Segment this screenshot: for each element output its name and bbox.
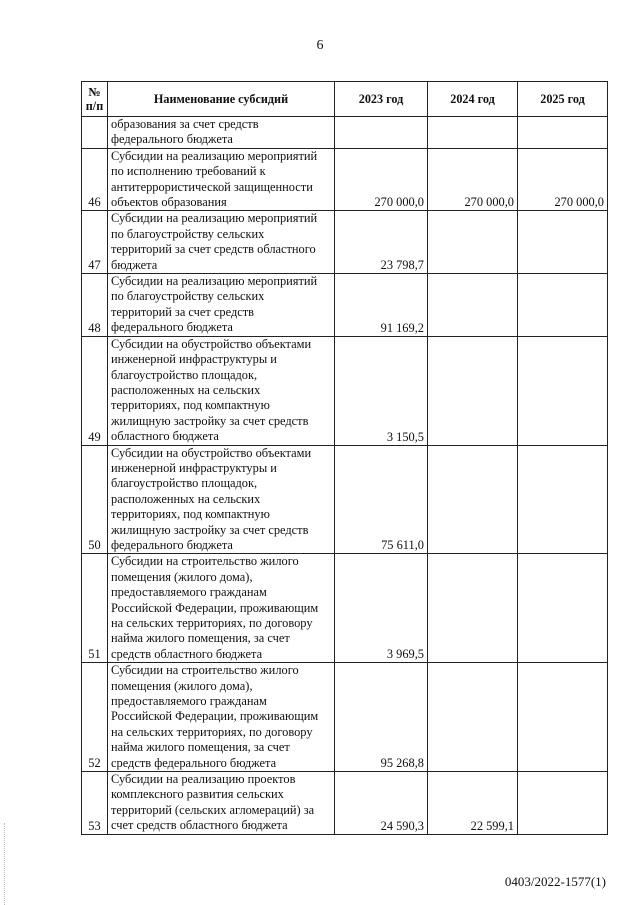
value-2025 — [518, 663, 608, 772]
table-row — [82, 274, 608, 337]
value-2025: 270 000,0 — [518, 148, 608, 211]
subsidies-table — [81, 81, 608, 835]
value-2024 — [428, 211, 518, 274]
row-number: 51 — [82, 554, 108, 663]
value-2023: 270 000,0 — [335, 148, 428, 211]
table-row — [82, 148, 608, 211]
table-row — [82, 663, 608, 772]
subsidy-name: Субсидии на реализацию мероприятий по исполнению требований к антитеррористической защищенности объектов образования — [108, 148, 335, 211]
row-number: 46 — [82, 148, 108, 211]
value-2023: 91 169,2 — [335, 274, 428, 337]
value-2024 — [428, 663, 518, 772]
value-2025 — [518, 772, 608, 835]
table-row — [82, 211, 608, 274]
row-number: 52 — [82, 663, 108, 772]
row-number: 47 — [82, 211, 108, 274]
value-2025 — [518, 117, 608, 149]
value-2024 — [428, 336, 518, 445]
subsidy-name: Субсидии на реализацию проектов комплексного развития сельских территорий (сельских агломераций) за счет средств областного бюджета — [108, 772, 335, 835]
subsidy-name: Субсидии на обустройство объектами инженерной инфраструктуры и благоустройство площадок, расположенных на сельских территориях, под компактную жилищную застройку за счет средств федерального бюджета — [108, 445, 335, 554]
value-2023: 95 268,8 — [335, 663, 428, 772]
header-2023: 2023 год — [335, 82, 428, 117]
value-2024: 22 599,1 — [428, 772, 518, 835]
value-2023 — [335, 117, 428, 149]
row-number — [82, 117, 108, 149]
table-row — [82, 772, 608, 835]
value-2025 — [518, 274, 608, 337]
table-header-row — [82, 82, 608, 117]
table-body — [82, 117, 608, 835]
value-2024 — [428, 274, 518, 337]
value-2023: 75 611,0 — [335, 445, 428, 554]
table-row — [82, 117, 608, 149]
subsidy-name: Субсидии на обустройство объектами инженерной инфраструктуры и благоустройство площадок, расположенных на сельских территориях, под компактную жилищную застройку за счет средств областного бюджета — [108, 336, 335, 445]
value-2024 — [428, 117, 518, 149]
value-2023: 3 150,5 — [335, 336, 428, 445]
subsidy-name: Субсидии на реализацию мероприятий по благоустройству сельских территорий за счет средств федерального бюджета — [108, 274, 335, 337]
value-2025 — [518, 445, 608, 554]
subsidy-name: Субсидии на строительство жилого помещения (жилого дома), предоставляемого гражданам Российской Федерации, проживающим на сельских территориях, по договору найма жилого помещения, за счет средств областного бюджета — [108, 554, 335, 663]
header-2025: 2025 год — [518, 82, 608, 117]
header-num: № п/п — [82, 82, 108, 117]
header-2024: 2024 год — [428, 82, 518, 117]
value-2025 — [518, 211, 608, 274]
value-2024 — [428, 554, 518, 663]
row-number: 50 — [82, 445, 108, 554]
table-row — [82, 445, 608, 554]
subsidy-name: Субсидии на реализацию мероприятий по благоустройству сельских территорий за счет средств областного бюджета — [108, 211, 335, 274]
row-number: 49 — [82, 336, 108, 445]
value-2024 — [428, 445, 518, 554]
value-2025 — [518, 336, 608, 445]
subsidy-name: Субсидии на строительство жилого помещения (жилого дома), предоставляемого гражданам Российской Федерации, проживающим на сельских территориях, по договору найма жилого помещения, за счет средств федерального бюджета — [108, 663, 335, 772]
page-number: 6 — [316, 38, 324, 53]
header-name: Наименование субсидий — [108, 82, 335, 117]
value-2023: 3 969,5 — [335, 554, 428, 663]
table-row — [82, 336, 608, 445]
value-2023: 23 798,7 — [335, 211, 428, 274]
document-code: 0403/2022-1577(1) — [504, 874, 606, 889]
margin-marks — [4, 823, 7, 905]
subsidy-name: образования за счет средств федерального бюджета — [108, 117, 335, 149]
row-number: 48 — [82, 274, 108, 337]
row-number: 53 — [82, 772, 108, 835]
table-row — [82, 554, 608, 663]
value-2024: 270 000,0 — [428, 148, 518, 211]
value-2023: 24 590,3 — [335, 772, 428, 835]
value-2025 — [518, 554, 608, 663]
